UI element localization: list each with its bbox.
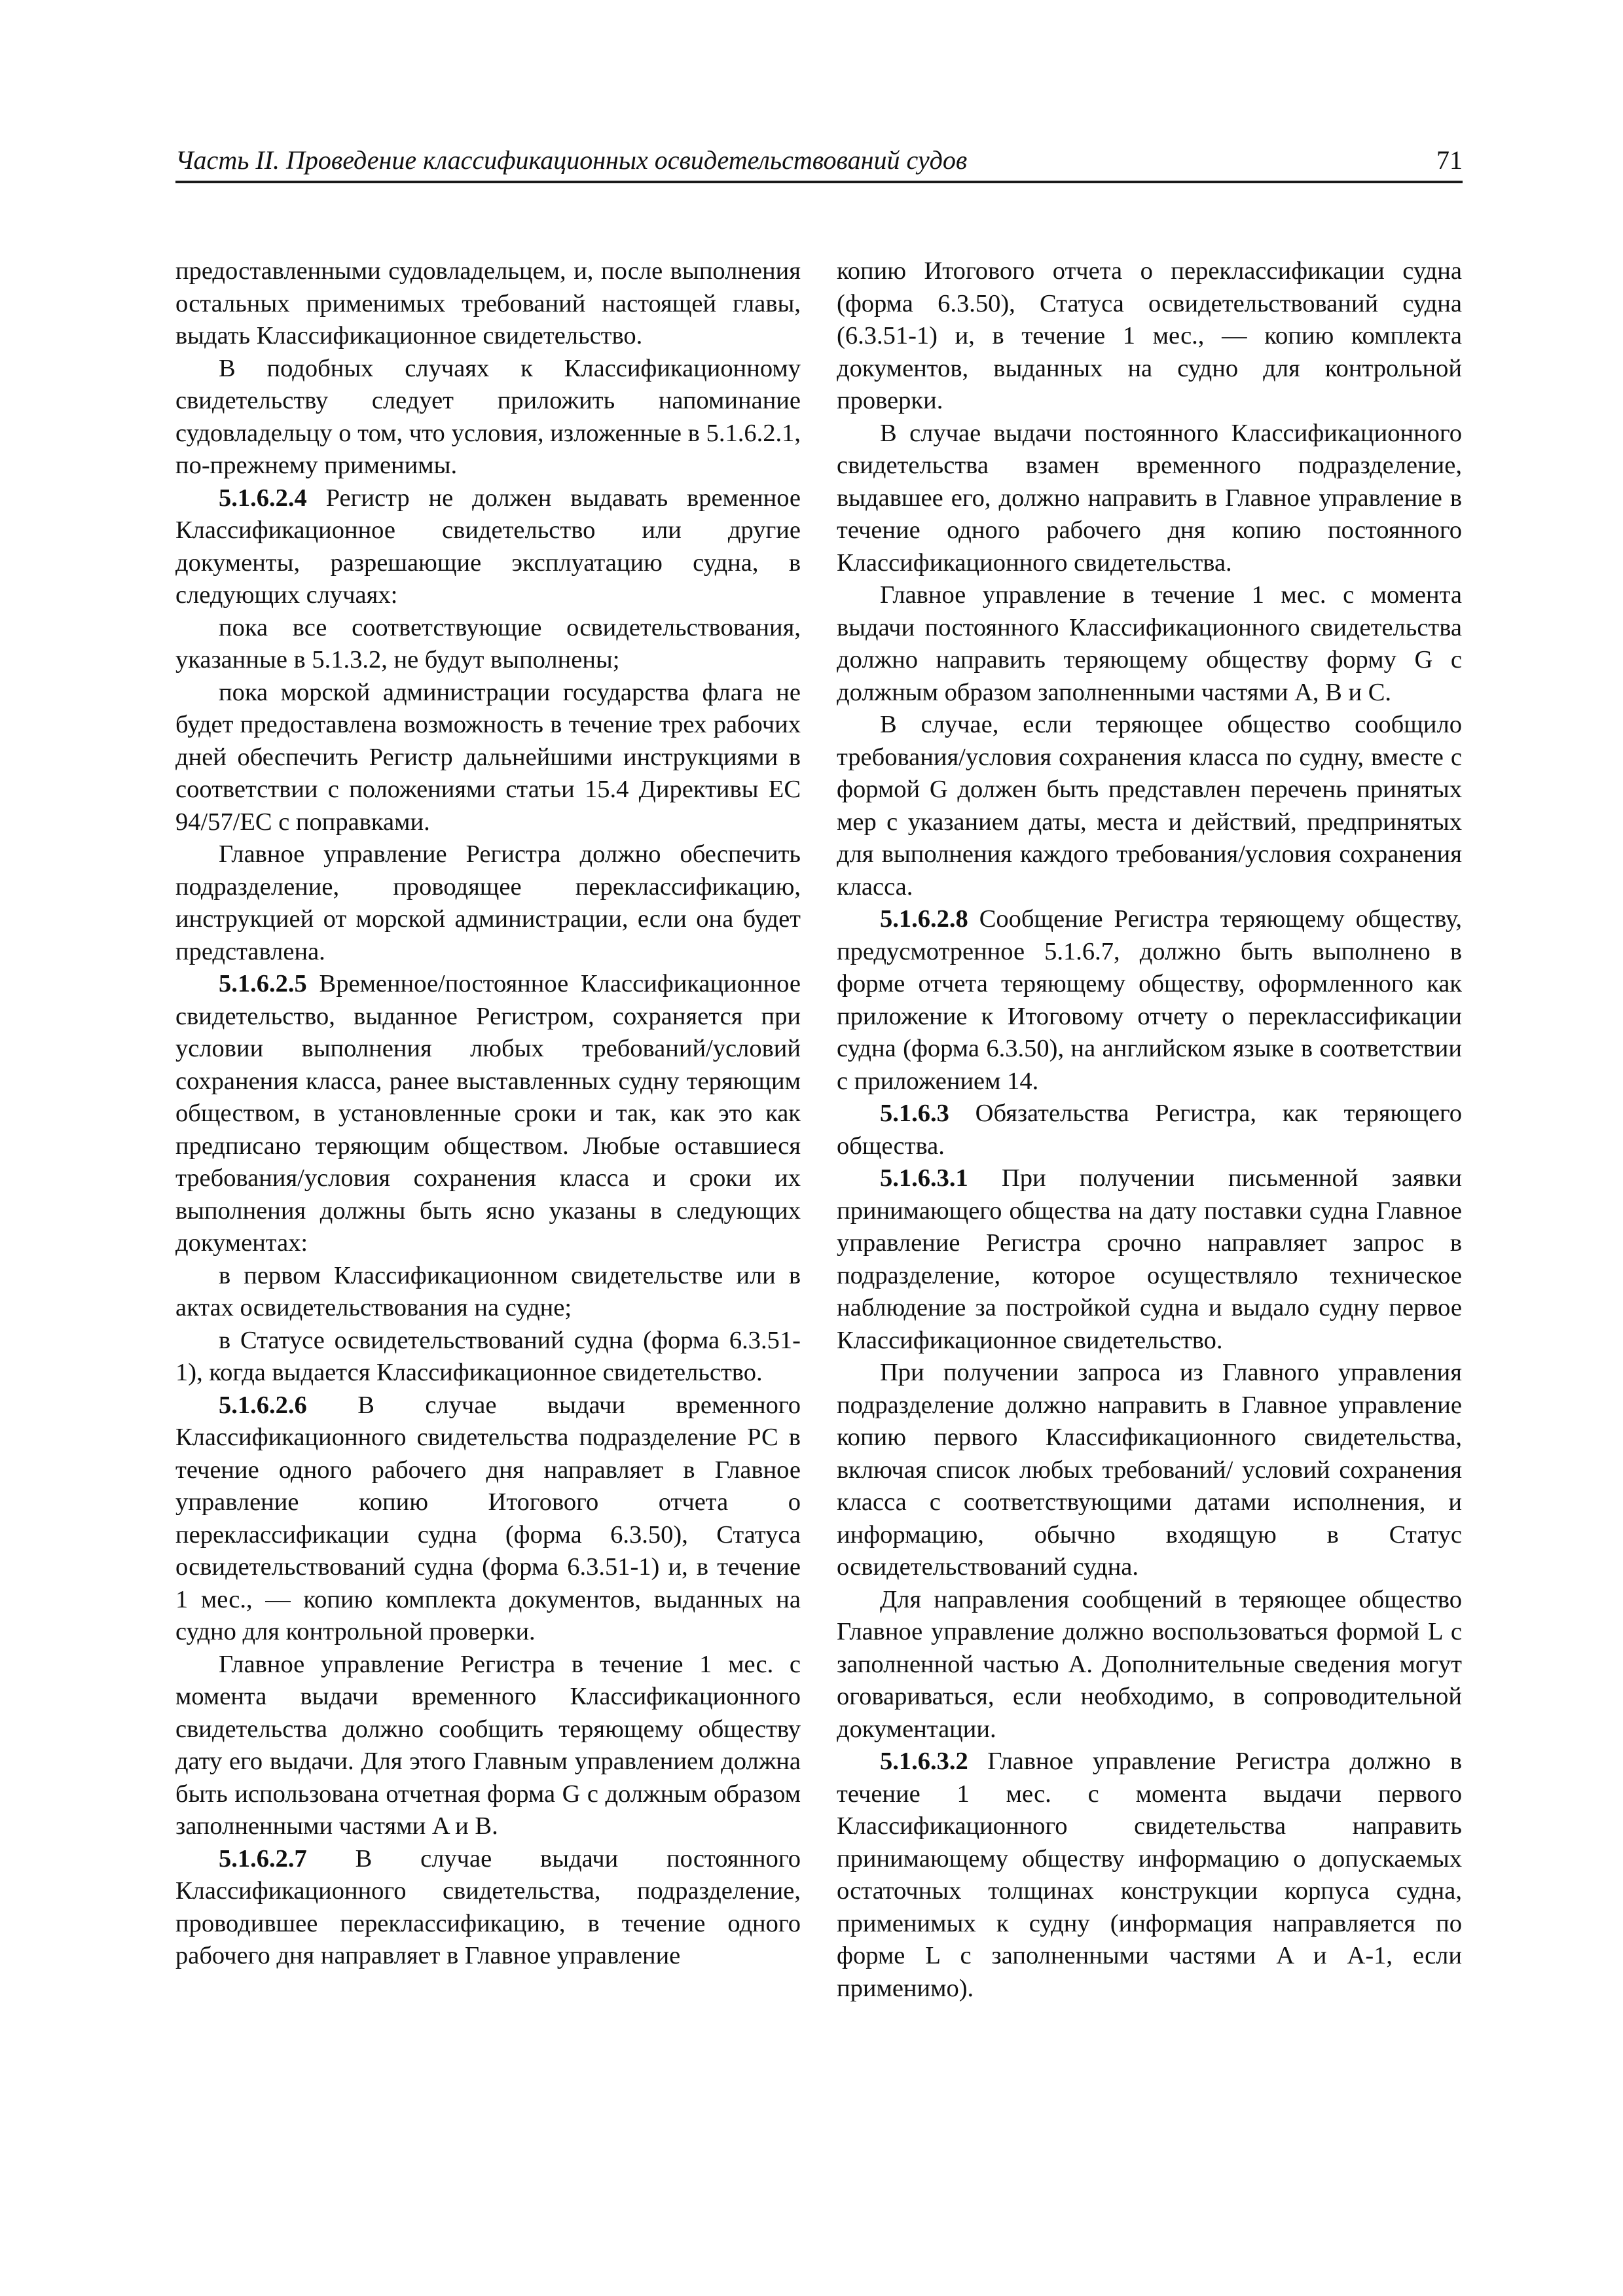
paragraph (837, 255, 1462, 418)
paragraph (837, 1357, 1462, 1584)
paragraph-text: В случае выдачи временного Классификационного свидетельства подразделение РС в течение одного рабочего дня направляет в Главное управление копию Итогового отчета о переклассификации судна (форма 6.3.50), Статуса освидетельствований судна (форма 6.3.51-1) и, в течение 1 мес., — копию комплекта документов, выданных на судно для контрольной проверки. (175, 1391, 801, 1645)
paragraph-text: в первом Классификационном свидетельстве или в актах освидетельствования на судне; (175, 1261, 801, 1321)
paragraph-text: Регистр не должен выдавать временное Классификационное свидетельство или другие документы, разрешающие эксплуатацию судна, в следующих случаях: (175, 484, 801, 609)
paragraph-text: в Статусе освидетельствований судна (форма 6.3.51-1), когда выдается Классификационное свидетельство. (175, 1326, 801, 1386)
paragraph (175, 1843, 801, 1973)
paragraph (175, 838, 801, 968)
paragraph-text: Главное управление Регистра должно в течение 1 мес. с момента выдачи первого Классификационного свидетельства направить принимающему обществу информацию о допускаемых остаточных толщинах конструкции корпуса судна, применимых к судну (информация направляется по форме L с заполненными частями A и A-1, если применимо). (837, 1748, 1462, 2002)
section-number: 5.1.6.2.4 (219, 484, 307, 512)
section-number: 5.1.6.3 (880, 1100, 949, 1127)
right-column (837, 255, 1462, 2005)
paragraph (837, 903, 1462, 1098)
section-number: 5.1.6.2.6 (219, 1391, 307, 1419)
paragraph-text: При получении письменной заявки принимающего общества на дату поставки судна Главное управление Регистра срочно направляет запрос в подразделение, которое осуществляло техническое наблюдение за постройкой судна и выдало судну первое Классификационное свидетельство. (837, 1164, 1462, 1354)
section-number: 5.1.6.2.8 (880, 905, 968, 933)
section-number: 5.1.6.2.7 (219, 1844, 307, 1873)
paragraph (175, 1390, 801, 1649)
paragraph-text: При получении запроса из Главного управления подразделение должно направить в Главное управление копию первого Классификационного свидетельства, включая список любых требований/ условий сохранения класса с соответствующими датами исполнения, и информацию, обычно входящую в Статус освидетельствований судна. (837, 1359, 1462, 1581)
section-number: 5.1.6.3.2 (880, 1748, 968, 1775)
paragraph-text: В случае, если теряющее общество сообщило требования/условия сохранения класса по судну, вместе с формой G должен быть представлен перечень принятых мер с указанием даты, места и действий, предпринятых для выполнения каждого требования/условия сохранения класса. (837, 711, 1462, 901)
paragraph-text: Главное управление Регистра в течение 1 мес. с момента выдачи временного Классификационного свидетельства должно сообщить теряющему обществу дату его выдачи. Для этого Главным управлением должна быть использована отчетная форма G с должным образом заполненными частями A и B. (175, 1650, 801, 1840)
paragraph (837, 1162, 1462, 1357)
paragraph (837, 1746, 1462, 2005)
paragraph-text: В случае выдачи постоянного Классификационного свидетельства, подразделение, проводившее переклассификацию, в течение одного рабочего дня направляет в Главное управление (175, 1844, 801, 1969)
paragraph-text: Обязательства Регистра, как теряющего общества. (837, 1100, 1462, 1160)
paragraph-text: Временное/постоянное Классификационное свидетельство, выданное Регистром, сохраняется при условии выполнения любых требований/условий сохранения класса, ранее выставленных судну теряющим обществом, в установленные сроки и так, как это как предписано теряющим обществом. Любые оставшиеся требования/условия сохранения класса и сроки их выполнения должны быть ясно указаны в следующих документах: (175, 970, 801, 1257)
paragraph-text: Главное управление Регистра должно обеспечить подразделение, проводящее переклассификацию, инструкцией от морской администрации, если она будет представлена. (175, 840, 801, 965)
header-title: Часть II. Проведение классификационных освидетельствований судов (175, 145, 968, 175)
paragraph (837, 709, 1462, 903)
paragraph (175, 255, 801, 353)
paragraph-text: Для направления сообщений в теряющее общество Главное управление должно воспользоваться формой L с заполненной частью A. Дополнительные сведения могут оговариваться, если необходимо, в сопроводительной документации. (837, 1585, 1462, 1743)
paragraph (837, 1098, 1462, 1162)
paragraph (175, 353, 801, 482)
paragraph (175, 1325, 801, 1390)
paragraph-text: пока морской администрации государства флага не будет предоставлена возможность в течение трех рабочих дней обеспечить Регистр дальнейшими инструкциями в соответствии с положениями статьи 15.4 Директивы ЕС 94/57/ЕС с поправками. (175, 678, 801, 836)
paragraph-text: В случае выдачи постоянного Классификационного свидетельства взамен временного подразделение, выдавшее его, должно направить в Главное управление в течение одного рабочего дня копию постоянного Классификационного свидетельства. (837, 419, 1462, 577)
paragraph (837, 579, 1462, 709)
paragraph-text: предоставленными судовладельцем, и, после выполнения остальных применимых требований настоящей главы, выдать Классификационное свидетельство. (175, 257, 801, 350)
paragraph-text: пока все соответствующие освидетельствования, указанные в 5.1.3.2, не будут выполнены; (175, 613, 801, 673)
paragraph (837, 418, 1462, 580)
paragraph (175, 677, 801, 839)
page-number: 71 (1436, 145, 1463, 175)
section-number: 5.1.6.3.1 (880, 1164, 968, 1192)
running-header (175, 143, 1463, 183)
paragraph (175, 1260, 801, 1325)
section-number: 5.1.6.2.5 (219, 970, 307, 997)
paragraph (175, 612, 801, 677)
paragraph (837, 1584, 1462, 1746)
paragraph (175, 1649, 801, 1843)
left-column (175, 255, 801, 1973)
paragraph (175, 482, 801, 612)
paragraph-text: В подобных случаях к Классификационному свидетельству следует приложить напоминание судовладельцу о том, что условия, изложенные в 5.1.6.2.1, по-прежнему применимы. (175, 354, 801, 479)
paragraph-text: копию Итогового отчета о переклассификации судна (форма 6.3.50), Статуса освидетельствований судна (6.3.51-1) и, в течение 1 мес., — копию комплекта документов, выданных на судно для контрольной проверки. (837, 257, 1462, 414)
paragraph-text: Сообщение Регистра теряющему обществу, предусмотренное 5.1.6.7, должно быть выполнено в форме отчета теряющему обществу, оформленного как приложение к Итоговому отчету о переклассификации судна (форма 6.3.50), на английском языке в соответствии с приложением 14. (837, 905, 1462, 1095)
paragraph-text: Главное управление в течение 1 мес. с момента выдачи постоянного Классификационного свидетельства должно направить теряющему обществу форму G с должным образом заполненными частями A, B и C. (837, 581, 1462, 706)
paragraph (175, 968, 801, 1260)
